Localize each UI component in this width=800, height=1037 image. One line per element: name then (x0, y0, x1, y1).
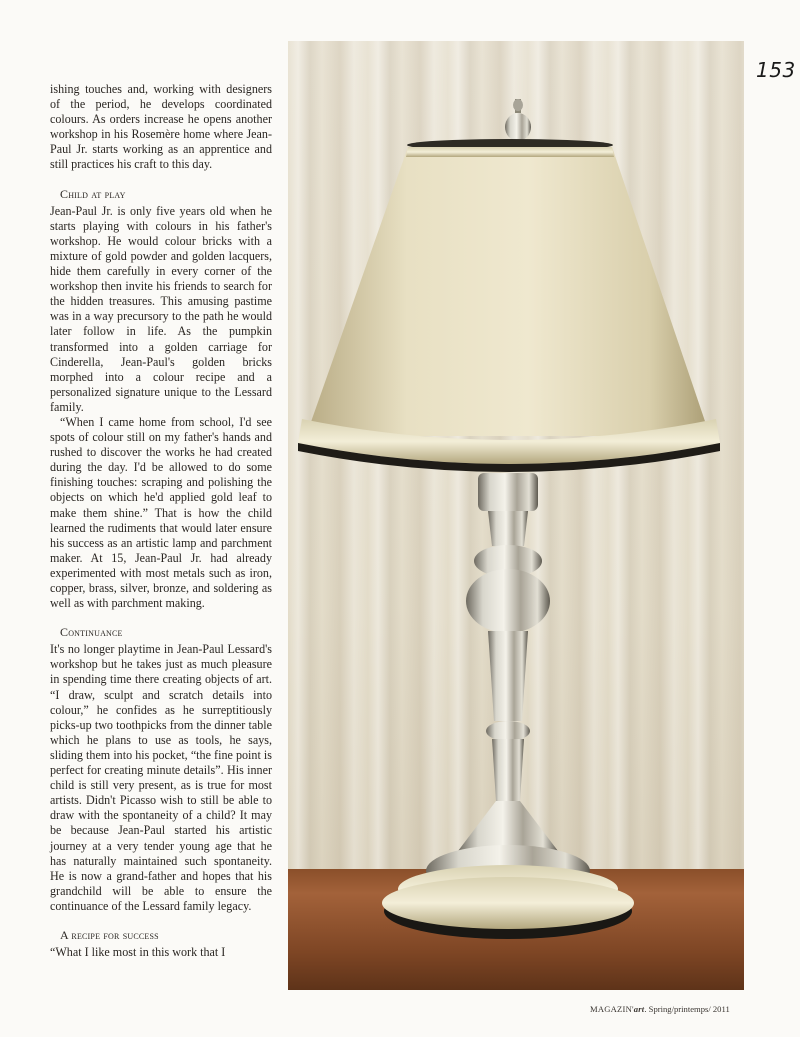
paragraph: “What I like most in this work that I (50, 945, 226, 960)
lamp-photograph (288, 41, 744, 990)
lamp-shade (298, 139, 720, 472)
magazine-brand: MAGAZIN'art (590, 1004, 645, 1014)
section-heading-child-at-play: Child at play (60, 186, 126, 201)
lamp-base (382, 845, 634, 939)
lamp-illustration (288, 41, 744, 990)
section-heading-continuance: Continuance (60, 625, 123, 640)
candlestick-stem (458, 473, 558, 851)
page-number: 153 (756, 58, 796, 82)
paragraph: “When I came home from school, I'd see spots of colour still on my father's hands and rushed to discover the works he had created during the day. I'd be allowed to do some finishing touches: scraping and polishing the objects on which he'd applied gold leaf to make them shine.” That is how the child learned the rudiments that would later ensure his success as an artistic lamp and parchment maker. At 15, Jean-Paul Jr. had already experimented with most metals such as iron, copper, brass, silver, bronze, and soldering as well as with parchment making. (50, 414, 272, 611)
paragraph-intro: ishing touches and, working with designers of the period, he develops coordinated colours. As orders increase he opens another workshop in his Rosemère home where Jean-Paul Jr. starts working as an apprentice and still practices his craft to this day. (50, 82, 272, 172)
section-heading-recipe-for-success: A recipe for success (60, 927, 159, 942)
footer-credit (590, 1004, 730, 1014)
issue-label: . Spring/printemps/ 2011 (644, 1004, 730, 1014)
finial (505, 99, 531, 141)
paragraph: It's no longer playtime in Jean-Paul Lessard's workshop but he takes just as much pleasure in spending time there creating objects of art. “I draw, sculpt and scratch details into colour,” he confides as he surreptitiously picks-up two toothpicks from the dinner table which he plans to use as tools, he says, sliding them into his pocket, “the fine point is perfect for creating minute details”. His inner child is still very present, as is true for most artists. Didn't Picasso wish to still be able to draw with the spontaneity of a child? It may be because Jean-Paul started his artistic journey at a very tender young age that he has naturally maintained such spontaneity. He is now a grand-father and hopes that his grandchild will be able to ensure the continuance of the Lessard family legacy. (50, 642, 272, 913)
paragraph: Jean-Paul Jr. is only five years old when he starts playing with colours in his father's workshop. He would colour bricks with a mixture of gold powder and golden lacquers, hide them carefully in every corner of the workshop then invite his friends to search for the hidden treasures. This amusing pastime was in a way precursory to the path he would later follow in life. As the pumpkin transformed into a golden carriage for Cinderella, Jean-Paul's golden bricks morphed into a colour recipe and a personalized signature unique to the Lessard family. (50, 203, 272, 414)
article-column (50, 82, 272, 960)
